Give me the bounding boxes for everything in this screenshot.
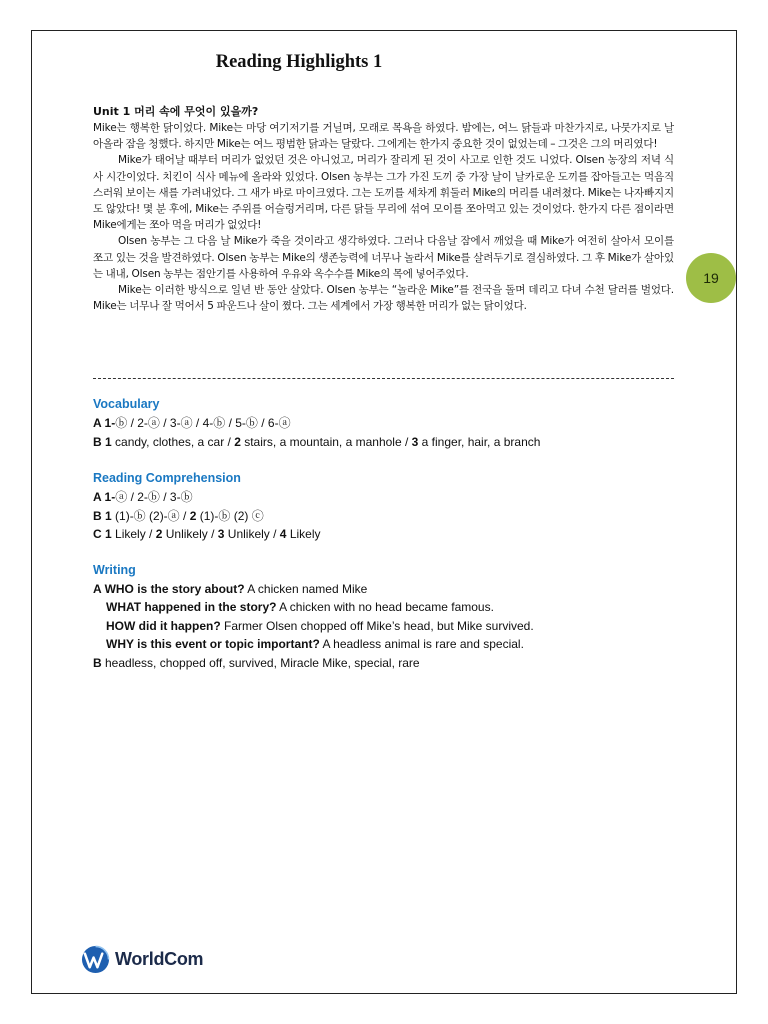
answer-text: Unlikely / xyxy=(162,527,218,541)
answer-label: B 1 xyxy=(93,434,112,449)
writing-row xyxy=(93,617,693,636)
answer-text: headless, chopped off, survived, Miracle Mike, special, rare xyxy=(101,655,420,670)
answer-key xyxy=(93,395,693,672)
writing-row xyxy=(93,635,693,654)
writing-question: WHO is the story about? xyxy=(104,581,245,596)
answer-label: A 1- xyxy=(93,490,116,504)
unit-translation xyxy=(93,104,674,314)
answer-label: B xyxy=(93,655,102,670)
answer-number: 2 xyxy=(234,434,241,449)
vocabulary-answer-b xyxy=(93,433,693,452)
answer-label: B 1 xyxy=(93,508,112,523)
page-title: Reading Highlights 1 xyxy=(215,52,383,72)
writing-question: HOW did it happen? xyxy=(106,618,221,633)
answer-number: 2 xyxy=(189,508,197,523)
writing-row xyxy=(93,580,693,599)
dashed-divider xyxy=(93,378,674,379)
answer-label: A xyxy=(93,581,105,596)
paragraph-3: Olsen 농부는 그 다음 날 Mike가 죽을 것이라고 생각하였다. 그러나 다음날 잠에서 깨었을 때 Mike가 여전히 살아서 모이를 쪼고 있는 것을 발견하였다. Olsen 농부는 Mike의 생존능력에 너무나 놀라서 Mike를 살려두기로 결심하였다. 그 후 Mike가 살아있는 내내, Olsen 농부는 점안기를 사용하여 우유와 옥수수를 Mike의 목에 넣어주었다. xyxy=(93,235,674,280)
answer-number: 4 xyxy=(279,527,287,541)
paragraph-4: Mike는 이러한 방식으로 일년 반 동안 살았다. Olsen 농부는 “놀라운 Mike”를 전국을 돌며 데리고 다녀 수천 달러를 벌었다. Mike는 너무나 잘 먹어서 5 파운드나 살이 쪘다. 그는 세계에서 가장 행복한 머리가 없는 닭이었다. xyxy=(93,284,674,313)
answer-text: candy, clothes, a car / xyxy=(111,434,235,449)
worldcom-globe-icon xyxy=(81,945,110,974)
answer-text: (1)-ⓑ (2)-ⓐ / xyxy=(111,508,190,523)
writing-answer-b xyxy=(93,654,693,673)
unit-title: Unit 1 머리 속에 무엇이 있을까? xyxy=(93,105,259,118)
page-number-badge: 19 xyxy=(686,253,736,303)
answer-label: A 1- xyxy=(93,416,116,430)
paragraph-2: Mike가 태어날 때부터 머리가 없었던 것은 아니었고, 머리가 잘리게 된 것이 사고로 인한 것도 니었다. Olsen 농장의 저녁 식사 시간이었다. 치킨이 식사 메뉴에 올라와 있었다. Olsen 농부는 그가 가진 도끼 중 가장 날이 날카로운 도끼를 잡아들고는 먹음직스러워 보이는 새를 가려내었다. 그 새가 바로 마이크였다. 그는 도끼를 세차게 휘둘러 Mike의 머리를 내려쳤다. Mike는 나자빠지지도 않았다! 몇 분 후에, Mike는 주위를 어슬렁거리며, 다른 닭들 무리에 섞여 모이를 쪼아먹고 있는 것이었다. 한가지 다른 점이라면 Mike에게는 쪼아 먹을 머리가 없었다! xyxy=(93,154,674,232)
answer-text: (1)-ⓑ (2) ⓒ xyxy=(196,508,264,523)
writing-answer: Farmer Olsen chopped off Mike’s head, but Mike survived. xyxy=(220,618,534,633)
comprehension-heading: Reading Comprehension xyxy=(93,471,241,485)
worldcom-logo xyxy=(81,945,203,974)
comprehension-answer-b xyxy=(93,507,693,526)
writing-question: WHY is this event or topic important? xyxy=(106,637,320,651)
writing-question: WHAT happened in the story? xyxy=(106,600,277,614)
answer-number: 2 xyxy=(155,527,163,541)
writing-heading: Writing xyxy=(93,562,136,577)
writing-row xyxy=(93,598,693,617)
answer-text: stairs, a mountain, a manhole / xyxy=(240,434,412,449)
answer-number: 3 xyxy=(217,527,225,541)
paragraph-1: Mike는 행복한 닭이었다. Mike는 마당 여기저기를 거닐며, 모래로 목욕을 하였다. 밤에는, 여느 닭들과 마찬가지로, 나뭇가지로 날아올라 잠을 청했다. 하지만 Mike는 여느 평범한 닭과는 달랐다. 그에게는 한가지 중요한 것이 없었는데 – 그것은 그의 머리였다! xyxy=(93,122,674,151)
answer-text: Unlikely / xyxy=(224,527,280,541)
answer-number: 3 xyxy=(411,434,419,449)
writing-answer: A chicken named Mike xyxy=(244,581,368,596)
vocabulary-answer-a xyxy=(93,414,693,433)
answer-text: ⓐ / 2-ⓑ / 3-ⓑ xyxy=(115,490,193,504)
writing-answer: A chicken with no head became famous. xyxy=(276,600,494,614)
answer-text: Likely / xyxy=(111,527,156,541)
comprehension-answer-a xyxy=(93,488,693,507)
logo-text: WorldCom xyxy=(115,949,204,969)
answer-text: Likely xyxy=(286,527,321,541)
writing-answer: A headless animal is rare and special. xyxy=(319,637,524,651)
answer-text: a finger, hair, a branch xyxy=(418,434,541,449)
comprehension-answer-c xyxy=(93,525,693,544)
vocabulary-heading: Vocabulary xyxy=(93,397,160,411)
answer-text: ⓑ / 2-ⓐ / 3-ⓐ / 4-ⓑ / 5-ⓑ / 6-ⓐ xyxy=(115,416,291,430)
answer-label: C 1 xyxy=(93,527,112,541)
